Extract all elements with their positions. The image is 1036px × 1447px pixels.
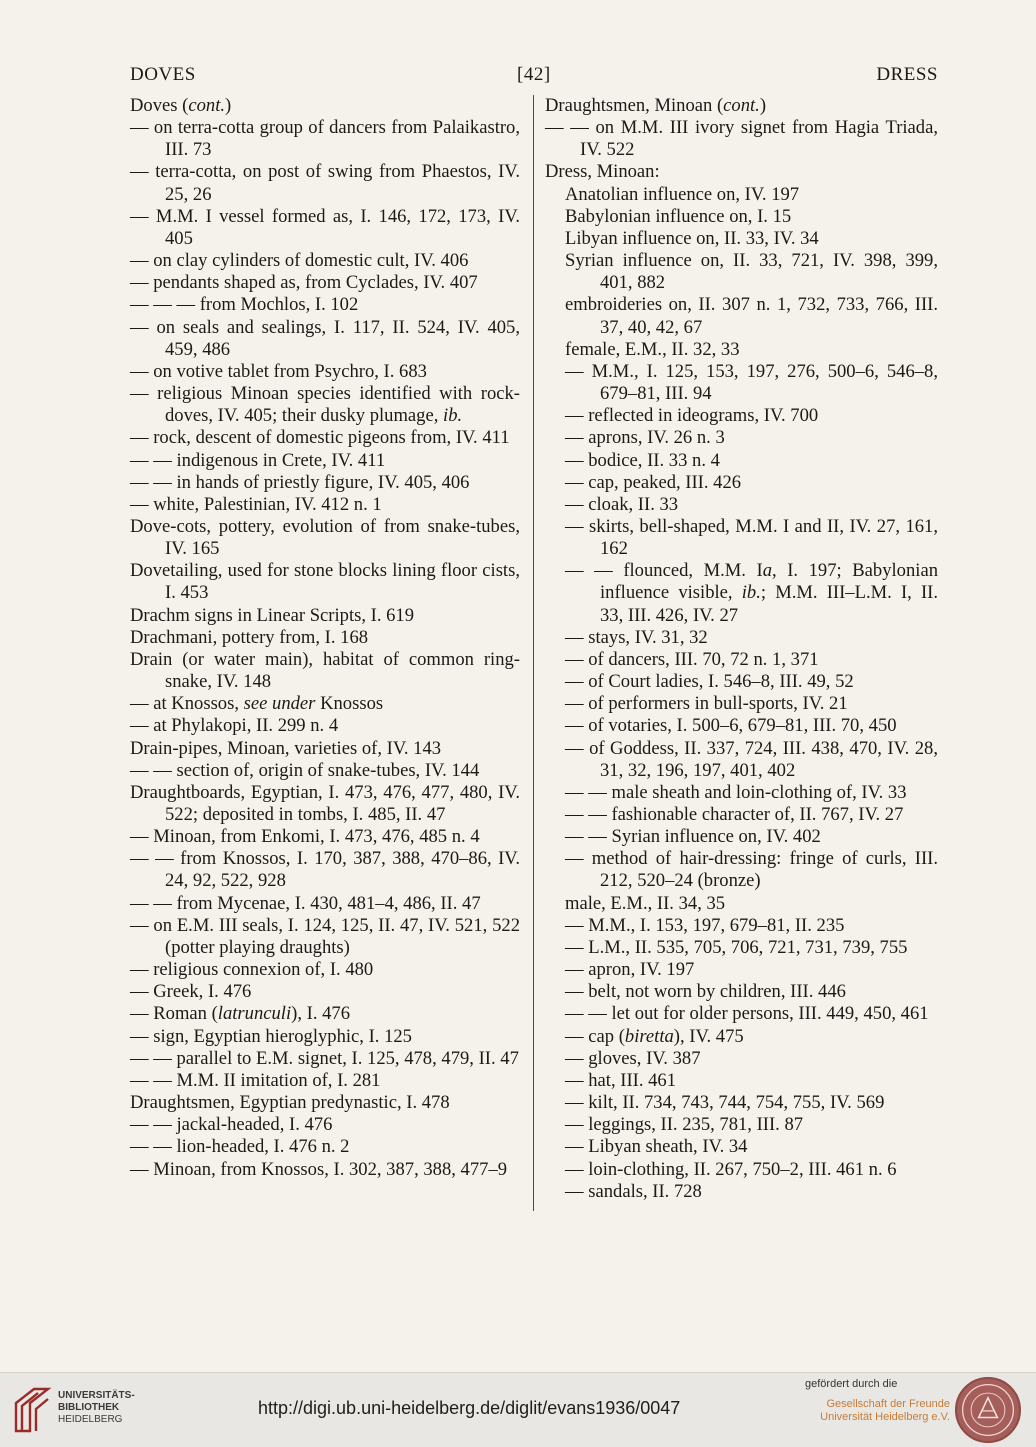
index-entry: — at Knossos, see under Knossos [130, 693, 384, 715]
index-entry: — — — from Mochlos, I. 102 [130, 294, 359, 316]
index-entry: — aprons, IV. 26 n. 3 [565, 427, 725, 449]
index-entry: — sandals, II. 728 [565, 1180, 702, 1202]
index-entry: Drachmani, pottery from, I. 168 [130, 626, 369, 648]
index-entry: — — let out for older persons, III. 449, 450, 461 [565, 1003, 929, 1025]
index-entry: Draughtsmen, Minoan (cont.) [545, 95, 767, 116]
index-entry: — rock, descent of domestic pigeons from, IV. 411 [130, 427, 510, 449]
index-entry: — — section of, origin of snake-tubes, IV. 144 [130, 759, 480, 781]
index-entry: — Libyan sheath, IV. 34 [565, 1136, 748, 1158]
digitization-footer [0, 1372, 1036, 1447]
index-entry: — of dancers, III. 70, 72 n. 1, 371 [565, 648, 819, 670]
index-entry: — — jackal-headed, I. 476 [130, 1114, 333, 1136]
index-entry: — Minoan, from Knossos, I. 302, 387, 388, 477–9 [130, 1158, 508, 1180]
index-entry: — M.M., I. 153, 197, 679–81, II. 235 [565, 914, 845, 936]
index-entry: — cloak, II. 33 [565, 493, 679, 515]
running-head-right: DRESS [876, 64, 938, 85]
index-entry: — — flounced, M.M. Ia, I. 197; Babylonian influence visible, ib.; M.M. III–L.M. I, II. 33, III. 426, IV. 27 [565, 560, 939, 626]
index-entry: — on votive tablet from Psychro, I. 683 [130, 360, 427, 382]
index-entry: — leggings, II. 235, 781, III. 87 [565, 1114, 804, 1136]
running-head-left: DOVES [130, 64, 196, 85]
index-column-right [545, 95, 938, 1203]
index-entry: — gloves, IV. 387 [565, 1047, 701, 1069]
index-entry: — belt, not worn by children, III. 446 [565, 981, 846, 1003]
index-entry: — on terra-cotta group of dancers from Palaikastro, III. 73 [130, 117, 520, 161]
index-entry: — L.M., II. 535, 705, 706, 721, 731, 739, 755 [565, 936, 908, 958]
index-entry: — — parallel to E.M. signet, I. 125, 478, 479, II. 47 [130, 1047, 519, 1069]
index-entry: Drachm signs in Linear Scripts, I. 619 [130, 604, 415, 626]
index-entry: — stays, IV. 31, 32 [565, 626, 708, 648]
index-entry: Doves (cont.) [130, 95, 232, 116]
index-entry: — — from Mycenae, I. 430, 481–4, 486, II. 47 [130, 892, 481, 914]
index-entry: — apron, IV. 197 [565, 959, 695, 981]
sponsor-label: gefördert durch die [805, 1378, 898, 1390]
index-entry: — loin-clothing, II. 267, 750–2, III. 461 n. 6 [565, 1158, 897, 1180]
index-entry: — kilt, II. 734, 743, 744, 754, 755, IV. 569 [565, 1092, 885, 1114]
index-entry: — of Court ladies, I. 546–8, III. 49, 52 [565, 671, 854, 693]
index-entry: — on seals and sealings, I. 117, II. 524, IV. 405, 459, 486 [130, 316, 520, 360]
index-entry: Babylonian influence on, I. 15 [565, 205, 792, 227]
index-entry: — of performers in bull-sports, IV. 21 [565, 693, 848, 715]
index-entry: — — indigenous in Crete, IV. 411 [130, 449, 386, 471]
university-seal-icon [955, 1377, 1021, 1443]
index-entry: — — on M.M. III ivory signet from Hagia Triada, IV. 522 [545, 117, 938, 161]
index-entry: — religious Minoan species identified with rock-doves, IV. 405; their dusky plumage, ib. [130, 383, 520, 427]
index-entry: — pendants shaped as, from Cyclades, IV. 407 [130, 272, 478, 294]
index-column-left [130, 95, 520, 1181]
library-name: UNIVERSITÄTS- BIBLIOTHEK HEIDELBERG [58, 1390, 135, 1425]
index-entry: — hat, III. 461 [565, 1069, 677, 1091]
column-divider [533, 95, 534, 1211]
index-entry: Libyan influence on, II. 33, IV. 34 [565, 227, 819, 249]
index-entry: — Roman (latrunculi), I. 476 [130, 1003, 351, 1025]
index-entry: Drain (or water main), habitat of common ring-snake, IV. 148 [130, 648, 520, 693]
library-logo-icon [12, 1385, 52, 1435]
index-entry: — on E.M. III seals, I. 124, 125, II. 47, IV. 521, 522 (potter playing draughts) [130, 914, 520, 958]
index-entry: Draughtboards, Egyptian, I. 473, 476, 477, 480, IV. 522; deposited in tombs, I. 485, II. 47 [130, 781, 520, 825]
index-entry: — Greek, I. 476 [130, 981, 252, 1003]
index-entry: — religious connexion of, I. 480 [130, 959, 374, 981]
index-entry: Dove-cots, pottery, evolution of from snake-tubes, IV. 165 [130, 515, 520, 560]
index-entry: — of Goddess, II. 337, 724, III. 438, 470, IV. 28, 31, 32, 196, 197, 401, 402 [565, 737, 938, 781]
index-entry: Draughtsmen, Egyptian predynastic, I. 478 [130, 1092, 450, 1114]
index-entry: — skirts, bell-shaped, M.M. I and II, IV. 27, 161, 162 [565, 515, 938, 560]
source-url[interactable]: http://digi.ub.uni-heidelberg.de/diglit/evans1936/0047 [258, 1398, 681, 1418]
index-entry: embroideries on, II. 307 n. 1, 732, 733, 766, III. 37, 40, 42, 67 [565, 294, 938, 338]
index-entry: — sign, Egyptian hieroglyphic, I. 125 [130, 1025, 412, 1047]
index-entry: male, E.M., II. 34, 35 [565, 892, 726, 914]
index-entry: — — male sheath and loin-clothing of, IV. 33 [565, 781, 907, 803]
index-entry: — — in hands of priestly figure, IV. 405, 406 [130, 471, 470, 493]
index-entry: — — M.M. II imitation of, I. 281 [130, 1069, 381, 1091]
index-entry: — — Syrian influence on, IV. 402 [565, 826, 821, 848]
index-entry: Syrian influence on, II. 33, 721, IV. 398, 399, 401, 882 [565, 250, 938, 294]
index-entry: — method of hair-dressing: fringe of curls, III. 212, 520–24 (bronze) [565, 848, 938, 892]
index-entry: — — lion-headed, I. 476 n. 2 [130, 1136, 350, 1158]
page-number: [42] [517, 64, 551, 85]
index-entry: — of votaries, I. 500–6, 679–81, III. 70, 450 [565, 715, 897, 737]
index-entry: — cap, peaked, III. 426 [565, 471, 742, 493]
index-entry: — — fashionable character of, II. 767, IV. 27 [565, 804, 904, 825]
index-entry: — reflected in ideograms, IV. 700 [565, 405, 819, 427]
index-entry: Dress, Minoan: [545, 161, 660, 183]
index-entry: — Minoan, from Enkomi, I. 473, 476, 485 n. 4 [130, 826, 480, 848]
index-entry: — on clay cylinders of domestic cult, IV. 406 [130, 250, 469, 272]
index-entry: Anatolian influence on, IV. 197 [565, 183, 800, 205]
index-entry: — — from Knossos, I. 170, 387, 388, 470–86, IV. 24, 92, 522, 928 [130, 848, 520, 892]
index-entry: — bodice, II. 33 n. 4 [565, 449, 720, 471]
index-entry: Dovetailing, used for stone blocks lining floor cists, I. 453 [130, 560, 520, 604]
sponsor-name: Gesellschaft der Freunde Universität Heidelberg e.V. [820, 1398, 950, 1423]
index-entry: female, E.M., II. 32, 33 [565, 338, 740, 360]
index-entry: — M.M. I vessel formed as, I. 146, 172, 173, IV. 405 [130, 205, 520, 249]
index-entry: — M.M., I. 125, 153, 197, 276, 500–6, 546–8, 679–81, III. 94 [565, 360, 938, 405]
index-entry: — white, Palestinian, IV. 412 n. 1 [130, 493, 382, 515]
index-entry: — terra-cotta, on post of swing from Phaestos, IV. 25, 26 [130, 161, 520, 205]
index-entry: — at Phylakopi, II. 299 n. 4 [130, 715, 339, 737]
index-entry: — cap (biretta), IV. 475 [565, 1025, 744, 1047]
index-entry: Drain-pipes, Minoan, varieties of, IV. 143 [130, 737, 442, 759]
